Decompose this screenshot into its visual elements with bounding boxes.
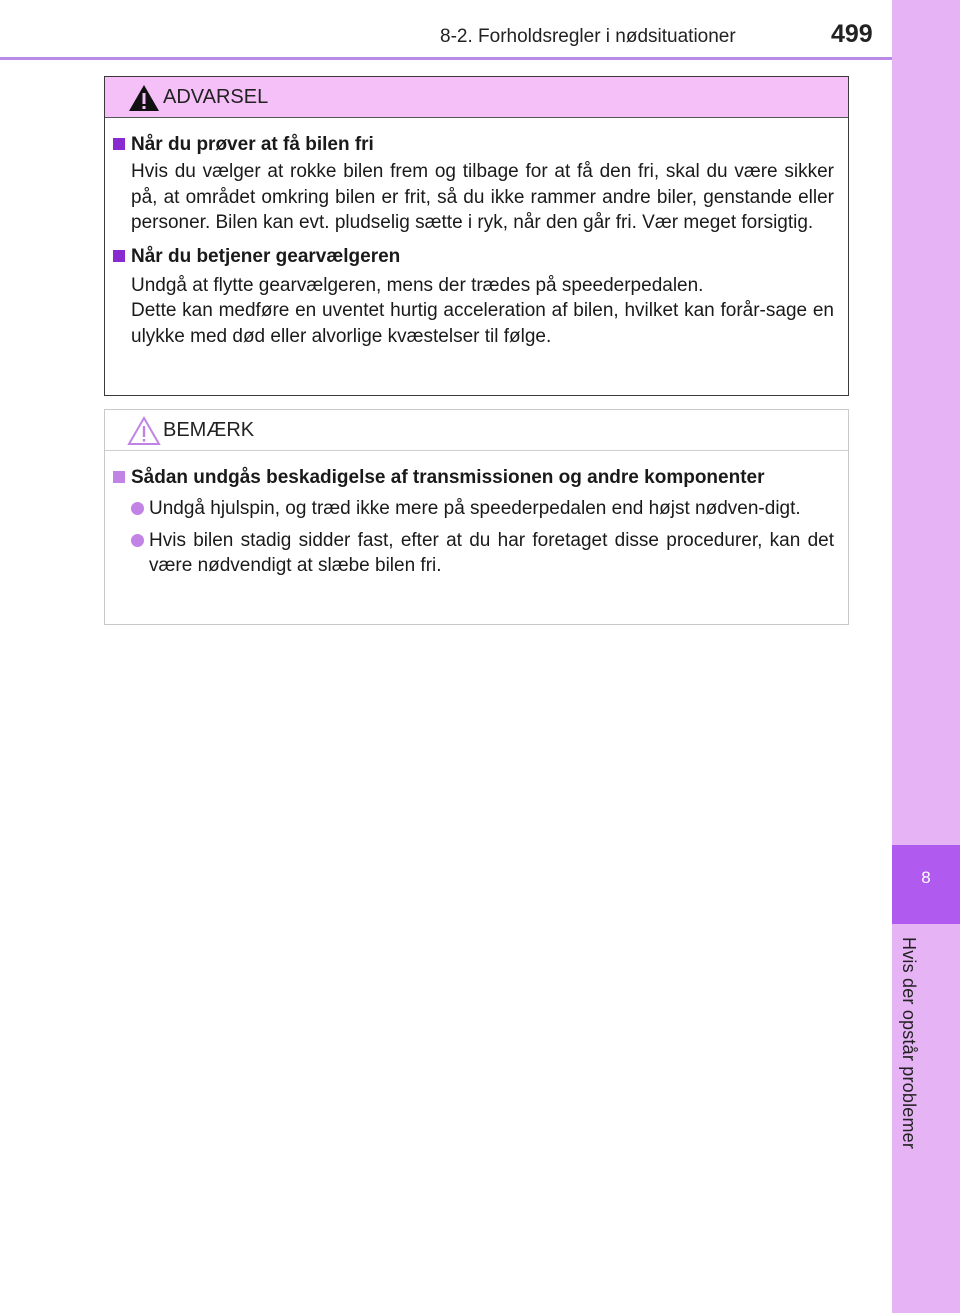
warning-box-header: [105, 77, 848, 118]
warning-section-title: [113, 132, 834, 157]
notice-box: [104, 409, 849, 625]
bullet-text: Undgå hjulspin, og træd ikke mere på speederpedalen end højst nødven-digt.: [149, 498, 801, 519]
warning-triangle-outline-icon: [127, 416, 161, 446]
notice-bullet-item: [113, 496, 834, 522]
bullet-text: Hvis bilen stadig sidder fast, efter at du har foretaget disse procedurer, kan det være nødvendigt at slæbe bilen fri.: [149, 529, 834, 576]
warning-paragraph: Undgå at flytte gearvælgeren, mens der trædes på speederpedalen.: [131, 274, 704, 296]
warning-paragraph: Hvis du vælger at rokke bilen frem og tilbage for at få den fri, skal du være sikker på, at området omkring bilen er frit, så du ikke rammer andre biler, genstande eller personer. Bilen kan evt. pludselig sætte i ryk, når den går fri. Vær meget forsigtig.: [131, 161, 834, 233]
header-section-title: 8-2. Forholdsregler i nødsituationer: [440, 26, 736, 47]
header-divider: [0, 57, 892, 60]
chapter-title: Hvis der opstår problemer: [899, 937, 919, 1150]
notice-bullet-item: [113, 528, 834, 579]
warning-paragraph: Dette kan medføre en uventet hurtig acceleration af bilen, hvilket kan forår-sage en ulykke med død eller alvorlige kvæstelser til følge.: [131, 300, 834, 347]
section-title-text: Når du betjener gearvælgeren: [131, 245, 401, 267]
square-bullet-icon: [113, 471, 125, 483]
chapter-number: 8: [921, 868, 931, 887]
warning-box: [104, 76, 849, 396]
round-bullet-icon: [131, 502, 144, 515]
warning-section-title: [113, 244, 834, 269]
section-title-text: Når du prøver at få bilen fri: [131, 134, 374, 155]
square-bullet-icon: [113, 250, 125, 262]
notice-box-header: [105, 410, 848, 451]
warning-label: ADVARSEL: [163, 86, 269, 108]
notice-section-title: [113, 465, 834, 490]
square-bullet-icon: [113, 138, 125, 150]
page-number: 499: [831, 20, 873, 48]
warning-box-body: [105, 132, 848, 349]
notice-label: BEMÆRK: [163, 419, 255, 441]
round-bullet-icon: [131, 534, 144, 547]
warning-triangle-filled-icon: [127, 83, 161, 113]
notice-box-body: [105, 465, 848, 579]
section-title-text: Sådan undgås beskadigelse af transmissionen og andre komponenter: [131, 467, 765, 488]
